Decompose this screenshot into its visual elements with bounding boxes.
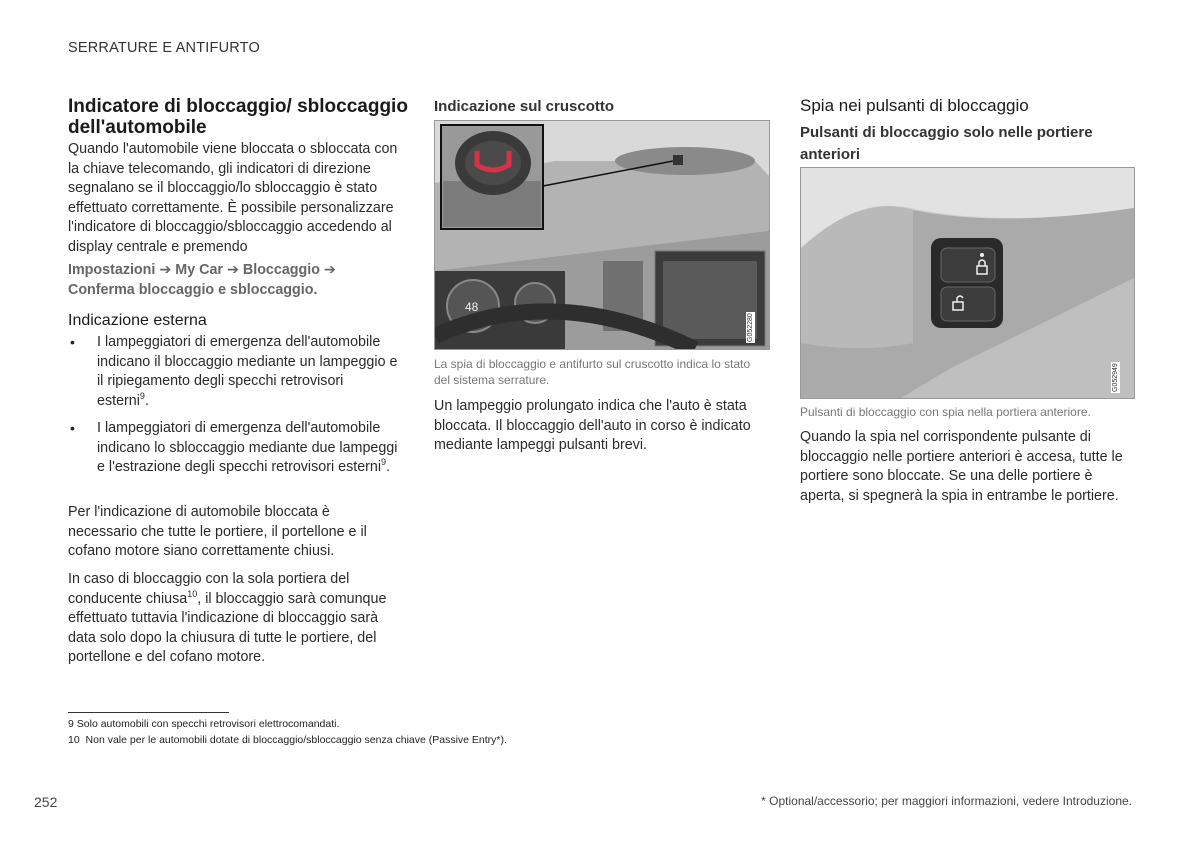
paragraph-closed: Per l'indicazione di automobile bloccata è necessario che tutte le portiere, il portellone e il cofano motore siano correttamente chiusi.	[68, 504, 367, 559]
bullet-item	[68, 333, 398, 411]
page-number: 252	[34, 794, 58, 810]
bullet-list	[68, 333, 398, 478]
bullet-item	[68, 419, 398, 478]
subheading-external: Indicazione esterna	[68, 312, 207, 329]
dashboard-body: Un lampeggio prolungato indica che l'auto è stata bloccata. Il bloccaggio dell'auto in corso è indicato mediante lampeggi pulsanti brevi.	[434, 398, 751, 453]
footnote-ref: 9	[139, 390, 145, 401]
section-header: SERRATURE E ANTIFURTO	[68, 40, 260, 56]
footnote-text: Solo automobili con specchi retrovisori elettrocomandati.	[76, 718, 340, 730]
bullet-end: .	[386, 459, 391, 475]
buttons-body: Quando la spia nel corrispondente pulsante di bloccaggio nelle portiere anteriori è accesa, tutte le portiere sono bloccate. Se una delle portiere è aperta, si spegnerà la spia in entrambe le portiere.	[800, 429, 1123, 504]
figure-caption: Pulsanti di bloccaggio con spia nella portiera anteriore.	[800, 405, 1091, 419]
heading-button-light: Spia nei pulsanti di bloccaggio	[800, 96, 1029, 115]
footnote-9	[68, 718, 339, 730]
figure-id: G052280	[747, 313, 754, 342]
section-title: Indicatore di bloccaggio/ sbloccaggio dell'automobile	[68, 96, 408, 138]
subheading-front-doors: Pulsanti di bloccaggio solo nelle portiere anteriori	[800, 124, 1093, 163]
paragraph-driver-door	[68, 570, 398, 668]
figure-caption: La spia di bloccaggio e antifurto sul cruscotto indica lo stato del sistema serrature.	[434, 357, 751, 387]
door-buttons-figure	[800, 167, 1135, 399]
footnote-number: 10	[68, 734, 80, 746]
footnote-ref: 10	[187, 588, 198, 599]
intro-paragraph: Quando l'automobile viene bloccata o sbloccata con la chiave telecomando, gli indicatori di direzione segnalano se il bloccaggio/lo sbloccaggio è stato effettuato correttamente. È possibile personalizzare l'indicatore di bloccaggio/sbloccaggio accedendo al display centrale e premendo	[68, 141, 398, 255]
menu-path: Impostazioni ➔ My Car ➔ Bloccaggio ➔ Conferma bloccaggio e sbloccaggio.	[68, 262, 336, 298]
optional-note: * Optional/accessorio; per maggiori informazioni, vedere Introduzione.	[761, 794, 1132, 808]
dashboard-illustration	[435, 121, 769, 349]
footnote-10	[68, 734, 507, 746]
speed-readout: 48	[465, 300, 479, 314]
figure-id: G052949	[1112, 363, 1119, 392]
bullet-text: I lampeggiatori di emergenza dell'automobile indicano il bloccaggio mediante un lampeggio e il ripiegamento degli specchi retrovisori esterni	[97, 334, 398, 409]
dashboard-figure	[434, 120, 770, 350]
door-buttons-illustration	[801, 168, 1134, 398]
bullet-end: .	[144, 392, 149, 409]
bullet-text: I lampeggiatori di emergenza dell'automobile indicano lo sbloccaggio mediante due lampeggi e l'estrazione degli specchi retrovisori esterni	[97, 420, 398, 475]
heading-dashboard: Indicazione sul cruscotto	[434, 98, 615, 115]
footnote-text: Non vale per le automobili dotate di bloccaggio/sbloccaggio senza chiave (Passive Entry*).	[85, 734, 507, 746]
footnote-divider	[68, 712, 229, 713]
footnote-ref: 9	[381, 457, 387, 468]
para-text: In caso di bloccaggio con la sola portiera del conducente chiusa	[68, 571, 350, 607]
footnote-number: 9	[68, 718, 74, 730]
para-text: , il bloccaggio sarà comunque effettuato tuttavia l'indicazione di bloccaggio sarà data solo dopo la chiusura di tutte le portiere, del portellone e del cofano motore.	[68, 590, 387, 665]
